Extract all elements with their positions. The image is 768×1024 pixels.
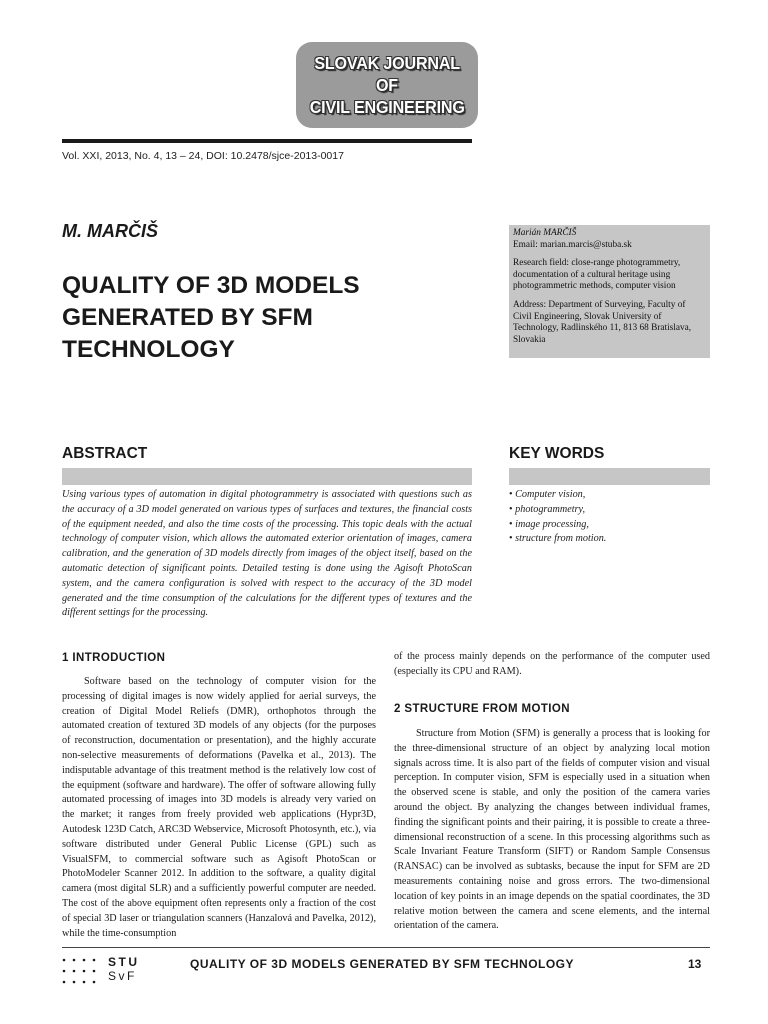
- sfm-paragraph: Structure from Motion (SFM) is generally a process that is looking for the three-dimensional structure of an object by analyzing local motion signals across time. It is also part of the fields of computer vision and visual perception. In computer vision, SFM is especially used in a situation when the observed scene is stable, and only the position of the camera varies around the object. By analyzing the changes between individual frames, finding the significant points and their pairing, it is possible to create a three-dimensional reconstruction of a scene. In this processing algorithms such as Scale Invariant Feature Transform (SIFT) or Random Sample Consensus (RANSAC) can be involved as subtasks, because the input for SFM are 2D measurements containing noise and gross errors. The two-dimensional location of key points in an image depends on the spatial coordinates, the 3D relative motion between the camera and scene elements, and the internal orientation of the camera.: [394, 728, 710, 932]
- stu-logo-line2: SvF: [108, 969, 137, 983]
- journal-logo-line3: CIVIL ENGINEERING: [309, 97, 465, 117]
- citation-line: Vol. XXI, 2013, No. 4, 13 – 24, DOI: 10.2478/sjce-2013-0017: [62, 150, 344, 162]
- footer-rule: [62, 947, 710, 948]
- paper-title-line1: QUALITY OF 3D MODELS: [62, 272, 360, 299]
- author-box-research-field: Research field: close-range photogrammetry, documentation of a cultural heritage using photogrammetric methods, computer vision: [513, 258, 681, 292]
- keywords-list: [509, 488, 710, 547]
- header-rule: [62, 139, 472, 143]
- paper-title: [62, 270, 482, 366]
- abstract-text: Using various types of automation in digital photogrammetry is associated with questions such as the accuracy of a 3D model generated on various types of surfaces and textures, the financial costs of the equipment needed, and also the time costs of the processing. This topic deals with the actual technology of computer vision, which allows the automated exterior orientation of images, camera calibration, and the generation of 3D models directly from images of the object itself, based on the automatic detection of significant points. Detailed testing is done using the Agisoft PhotoScan system, and the camera configuration is solved with respect to the accuracy of the 3D model generated and the time consumption of the calculations for the different types of textures and the different settings for the processing.: [62, 489, 472, 619]
- author-box-email: Email: marian.marcis@stuba.sk: [513, 239, 632, 250]
- keyword-item: • Computer vision,: [509, 488, 710, 503]
- introduction-continuation: [394, 650, 710, 680]
- keywords-divider-bar: [509, 468, 710, 485]
- running-title: QUALITY OF 3D MODELS GENERATED BY SFM TECHNOLOGY: [190, 957, 575, 971]
- introduction-body: [62, 675, 376, 941]
- author-box-name: Marián MARČIŠ: [513, 228, 577, 238]
- journal-logo-line2: OF: [376, 75, 398, 95]
- paper-title-line3: TECHNOLOGY: [62, 336, 235, 363]
- stu-logo: [108, 955, 140, 983]
- keyword-item: • structure from motion.: [509, 532, 710, 547]
- journal-logo: [296, 42, 478, 128]
- introduction-paragraph: Software based on the technology of computer vision for the processing of digital images is now widely applied for aerial surveys, the creation of Digital Model Reliefs (DMR), orthophotos through the automated creation of textured 3D models of any objects (for the purposes of reconstruction, documentation or presentation), and the highly accurate non-selective measurements of deformations (Pavelka et al., 2013). The indisputable advantage of this treatment method is the relatively low cost of the equipment (software and hardware). The offer of software allowing fully automated processing of images into 3D models is already very varied on the market; it ranges from freely provided web applications (Hypr3D, Autodesk 123D Catch, ARC3D Webservice, Microsoft Photosynth, etc.), via software distributed under General Public License (GPL) such as VisualSFM, to commercial software such as Agisoft PhotoScan or PhotoModeler Scanner 2012. In addition to the software, a quality digital camera (most digital SLR) and a sufficiently powerful computer are needed. The cost of the above equipment often represents only a fraction of the cost of special 3D laser or triangulation scanners (Hanzalová and Pavelka, 2012), while the time-consumption: [62, 676, 376, 939]
- keywords-heading: KEY WORDS: [509, 445, 605, 462]
- sfm-heading: 2 STRUCTURE FROM MOTION: [394, 703, 570, 715]
- stu-dots-icon: [62, 957, 104, 985]
- paper-title-line2: GENERATED BY SFM: [62, 304, 313, 331]
- author-box-address: Address: Department of Surveying, Faculty of Civil Engineering, Slovak University of Technology, Radlinského 11, 813 68 Bratislava, Slovakia: [513, 299, 692, 345]
- page-number: 13: [688, 957, 702, 971]
- stu-logo-line1: STU: [108, 955, 140, 969]
- author-name: M. MARČIŠ: [62, 221, 158, 241]
- sfm-body: [394, 727, 710, 934]
- author-info-box: [509, 225, 710, 358]
- abstract-divider-bar: [62, 468, 472, 485]
- introduction-heading: 1 INTRODUCTION: [62, 652, 166, 664]
- introduction-continuation-paragraph: of the process mainly depends on the performance of the computer used (especially its CPU and RAM).: [394, 651, 710, 677]
- journal-logo-line1: SLOVAK JOURNAL: [314, 53, 460, 73]
- keyword-item: • image processing,: [509, 518, 710, 533]
- abstract-heading: ABSTRACT: [62, 445, 148, 462]
- keyword-item: • photogrammetry,: [509, 503, 710, 518]
